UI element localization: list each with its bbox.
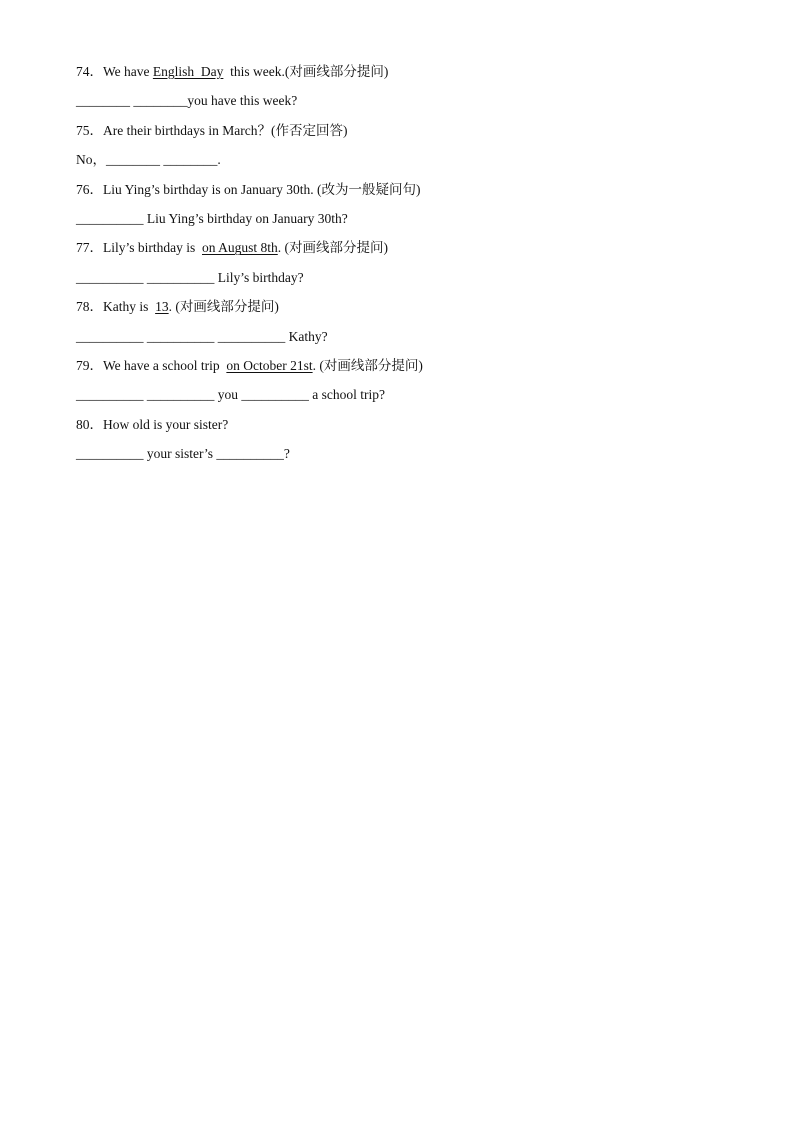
question-instruction: . (对画线部分提问) <box>312 357 423 373</box>
question-number: 76． <box>76 181 103 197</box>
question-text: We have a school trip <box>103 357 227 373</box>
question-76 <box>76 180 736 209</box>
answer-line-80[interactable]: __________ your sister’s __________? <box>76 446 290 462</box>
answer-line-78[interactable]: __________ __________ __________ Kathy? <box>76 328 328 344</box>
question-instruction: this week.(对画线部分提问) <box>223 64 389 79</box>
answer-line-79[interactable]: __________ __________ you __________ a school trip? <box>76 387 385 403</box>
underlined-phrase: English Day <box>152 64 224 79</box>
worksheet-page <box>76 62 736 473</box>
question-number: 80． <box>76 416 103 432</box>
underlined-phrase: on October 21st <box>226 357 313 373</box>
question-75 <box>76 121 736 150</box>
question-80 <box>76 415 736 444</box>
question-text: How old is your sister? <box>103 416 229 432</box>
question-text: We have <box>103 64 153 79</box>
question-number: 74． <box>76 64 103 79</box>
question-78 <box>76 297 736 326</box>
question-text: Kathy is <box>103 299 156 315</box>
question-number: 78． <box>76 299 103 315</box>
answer-line-76[interactable]: __________ Liu Ying’s birthday on January 30th? <box>76 210 348 226</box>
question-text: Are their birthdays in March？(作否定回答) <box>103 122 348 138</box>
question-79 <box>76 356 736 385</box>
question-text: Lily’s birthday is <box>103 240 202 256</box>
underlined-phrase: on August 8th <box>202 240 278 256</box>
underlined-phrase: 13 <box>155 299 169 315</box>
question-77 <box>76 238 736 267</box>
question-instruction: . (对画线部分提问) <box>277 240 389 256</box>
question-instruction: . (对画线部分提问) <box>168 299 279 315</box>
question-number: 77． <box>76 240 103 256</box>
answer-line-74[interactable]: ________ ________you have this week? <box>76 93 298 109</box>
answer-line-75[interactable]: No，________ ________. <box>76 152 221 168</box>
question-74 <box>76 62 736 91</box>
answer-line-77[interactable]: __________ __________ Lily’s birthday? <box>76 269 304 285</box>
question-number: 79． <box>76 357 103 373</box>
question-number: 75． <box>76 122 103 138</box>
question-text: Liu Ying’s birthday is on January 30th. (改为一般疑问句) <box>103 181 421 197</box>
